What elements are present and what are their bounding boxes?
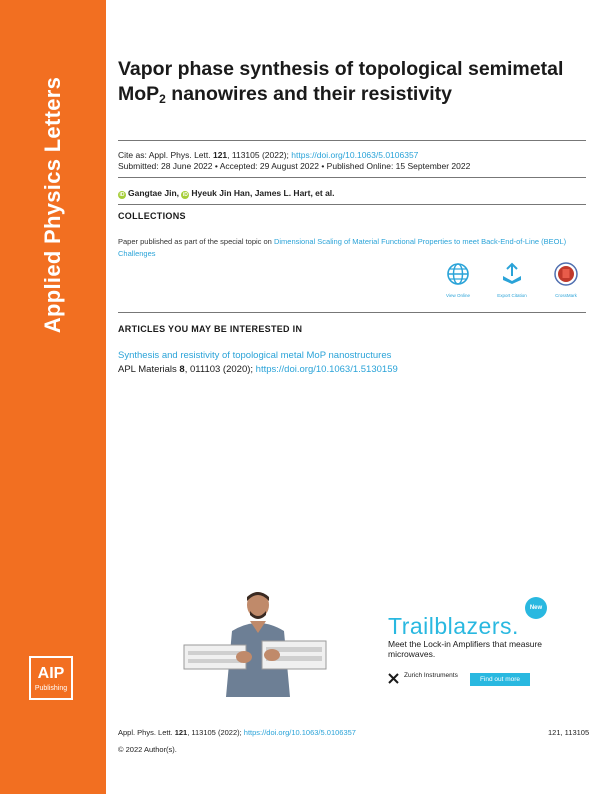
zurich-logo-icon — [388, 673, 399, 684]
export-icon — [500, 262, 524, 286]
globe-icon — [446, 262, 470, 286]
title-subscript: 2 — [159, 92, 166, 106]
export-citation-button[interactable] — [487, 262, 537, 298]
crossmark-label: CrossMark — [555, 293, 577, 298]
footer-citation — [118, 728, 356, 737]
view-online-button[interactable] — [433, 262, 483, 298]
author-separator: , — [176, 188, 182, 198]
related-cite-volume: 8 — [179, 364, 185, 375]
footer-cite-prefix: Appl. Phys. Lett. — [118, 728, 175, 737]
crossmark-icon — [554, 262, 578, 286]
related-doi-link[interactable]: https://doi.org/10.1063/1.5130159 — [255, 364, 398, 375]
ad-new-badge: New — [525, 597, 547, 619]
ad-headline: Trailblazers. — [388, 613, 519, 639]
copyright-notice: © 2022 Author(s). — [118, 745, 177, 754]
divider — [118, 312, 586, 313]
collections-heading: COLLECTIONS — [118, 211, 186, 221]
ad-person-image — [180, 585, 330, 697]
divider — [118, 177, 586, 178]
footer-doi-link[interactable]: https://doi.org/10.1063/5.0106357 — [243, 728, 356, 737]
citation-line — [118, 150, 418, 161]
related-article-citation — [118, 364, 398, 375]
view-online-label: View Online — [446, 293, 470, 298]
crossmark-button[interactable] — [541, 262, 591, 298]
related-cite-prefix: APL Materials — [118, 364, 180, 375]
cite-prefix: Cite as: Appl. Phys. Lett. — [118, 150, 213, 160]
submission-dates: Submitted: 28 June 2022 • Accepted: 29 August 2022 • Published Online: 15 September 2022 — [118, 161, 471, 171]
related-article-title[interactable]: Synthesis and resistivity of topological metal MoP nanostructures — [118, 350, 392, 361]
export-citation-label: Export Citation — [497, 293, 527, 298]
article-title — [118, 57, 588, 107]
orcid-icon[interactable]: iD — [182, 192, 188, 198]
journal-name: Applied Physics Letters — [40, 76, 65, 334]
journal-sidebar — [0, 0, 106, 794]
author-rest[interactable]: , James L. Hart, et al. — [249, 188, 335, 198]
collection-note — [118, 236, 588, 260]
footer-page-ref: 121, 113105 — [548, 728, 590, 737]
advertisement-banner[interactable] — [120, 585, 585, 697]
title-part-1: Vapor phase synthesis of topological semimetal MoP — [118, 58, 564, 105]
related-cite-rest: , 011103 (2020); — [184, 364, 256, 375]
logo-text: AIP — [37, 665, 65, 682]
author-list — [118, 188, 335, 199]
orcid-icon[interactable]: iD — [119, 192, 125, 198]
ad-tagline: Meet the Lock-in Amplifiers that measure microwaves. — [388, 639, 543, 659]
footer-cite-volume: 121 — [174, 728, 188, 737]
author-2[interactable]: Hyeuk Jin Han — [191, 188, 250, 198]
cite-volume: 121 — [212, 150, 228, 160]
footer-cite-rest: , 113105 (2022); — [187, 728, 244, 737]
title-part-2: nanowires and their resistivity — [165, 83, 452, 105]
aip-publishing-logo[interactable] — [29, 656, 73, 700]
divider — [118, 204, 586, 205]
cite-rest: , 113105 (2022); — [227, 150, 292, 160]
article-doi-link[interactable]: https://doi.org/10.1063/5.0106357 — [291, 150, 419, 160]
ad-brand: Zurich Instruments — [404, 672, 458, 679]
find-out-more-button[interactable]: Find out more — [470, 673, 530, 686]
collection-prefix: Paper published as part of the special topic on — [118, 237, 274, 246]
logo-subtext: Publishing — [34, 685, 68, 692]
related-articles-heading: ARTICLES YOU MAY BE INTERESTED IN — [118, 324, 303, 334]
author-1[interactable]: Gangtae Jin — [128, 188, 177, 198]
special-topic-link[interactable]: Dimensional Scaling of Material Functional Properties to meet Back-End-of-Line (BEOL) Challenges — [118, 237, 567, 258]
divider — [118, 140, 586, 141]
